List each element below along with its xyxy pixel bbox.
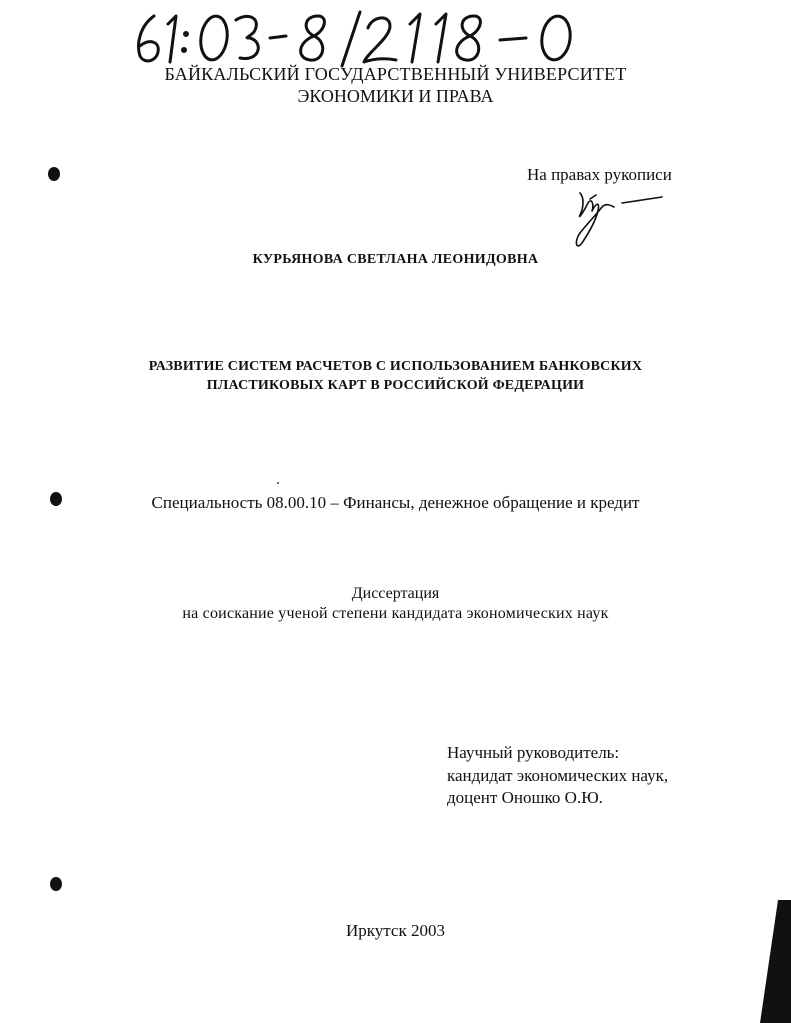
handwritten-registration-number [128,8,598,68]
author-signature [566,185,676,253]
supervisor-degree: кандидат экономических наук, [447,765,669,785]
university-name-line1: БАЙКАЛЬСКИЙ ГОСУДАРСТВЕННЫЙ УНИВЕРСИТЕТ [164,64,627,84]
binding-hole-mark [48,167,60,181]
binding-hole-mark [50,877,62,891]
city-year: Иркутск 2003 [346,921,445,940]
binding-hole-mark [50,492,62,506]
scan-edge-shadow [730,900,791,1023]
author-name: КУРЬЯНОВА СВЕТЛАНА ЛЕОНИДОВНА [252,252,539,267]
scan-speck [277,482,279,484]
degree-purpose-line: на соискание ученой степени кандидата экономических наук [182,605,609,622]
manuscript-rights-note: На правах рукописи [527,165,672,184]
supervisor-name: доцент Оношко О.Ю. [447,788,603,807]
dissertation-title-line2: ПЛАСТИКОВЫХ КАРТ В РОССИЙСКОЙ ФЕДЕРАЦИИ [206,378,585,393]
dissertation-title-line1: РАЗВИТИЕ СИСТЕМ РАСЧЕТОВ С ИСПОЛЬЗОВАНИЕМ БАНКОВСКИХ [148,359,643,374]
supervisor-block [447,742,668,810]
university-name-line2: ЭКОНОМИКИ И ПРАВА [297,86,494,106]
supervisor-label: Научный руководитель: [447,743,620,762]
dissertation-label: Диссертация [351,585,440,602]
specialty-line: Специальность 08.00.10 – Финансы, денежное обращение и кредит [151,493,640,512]
